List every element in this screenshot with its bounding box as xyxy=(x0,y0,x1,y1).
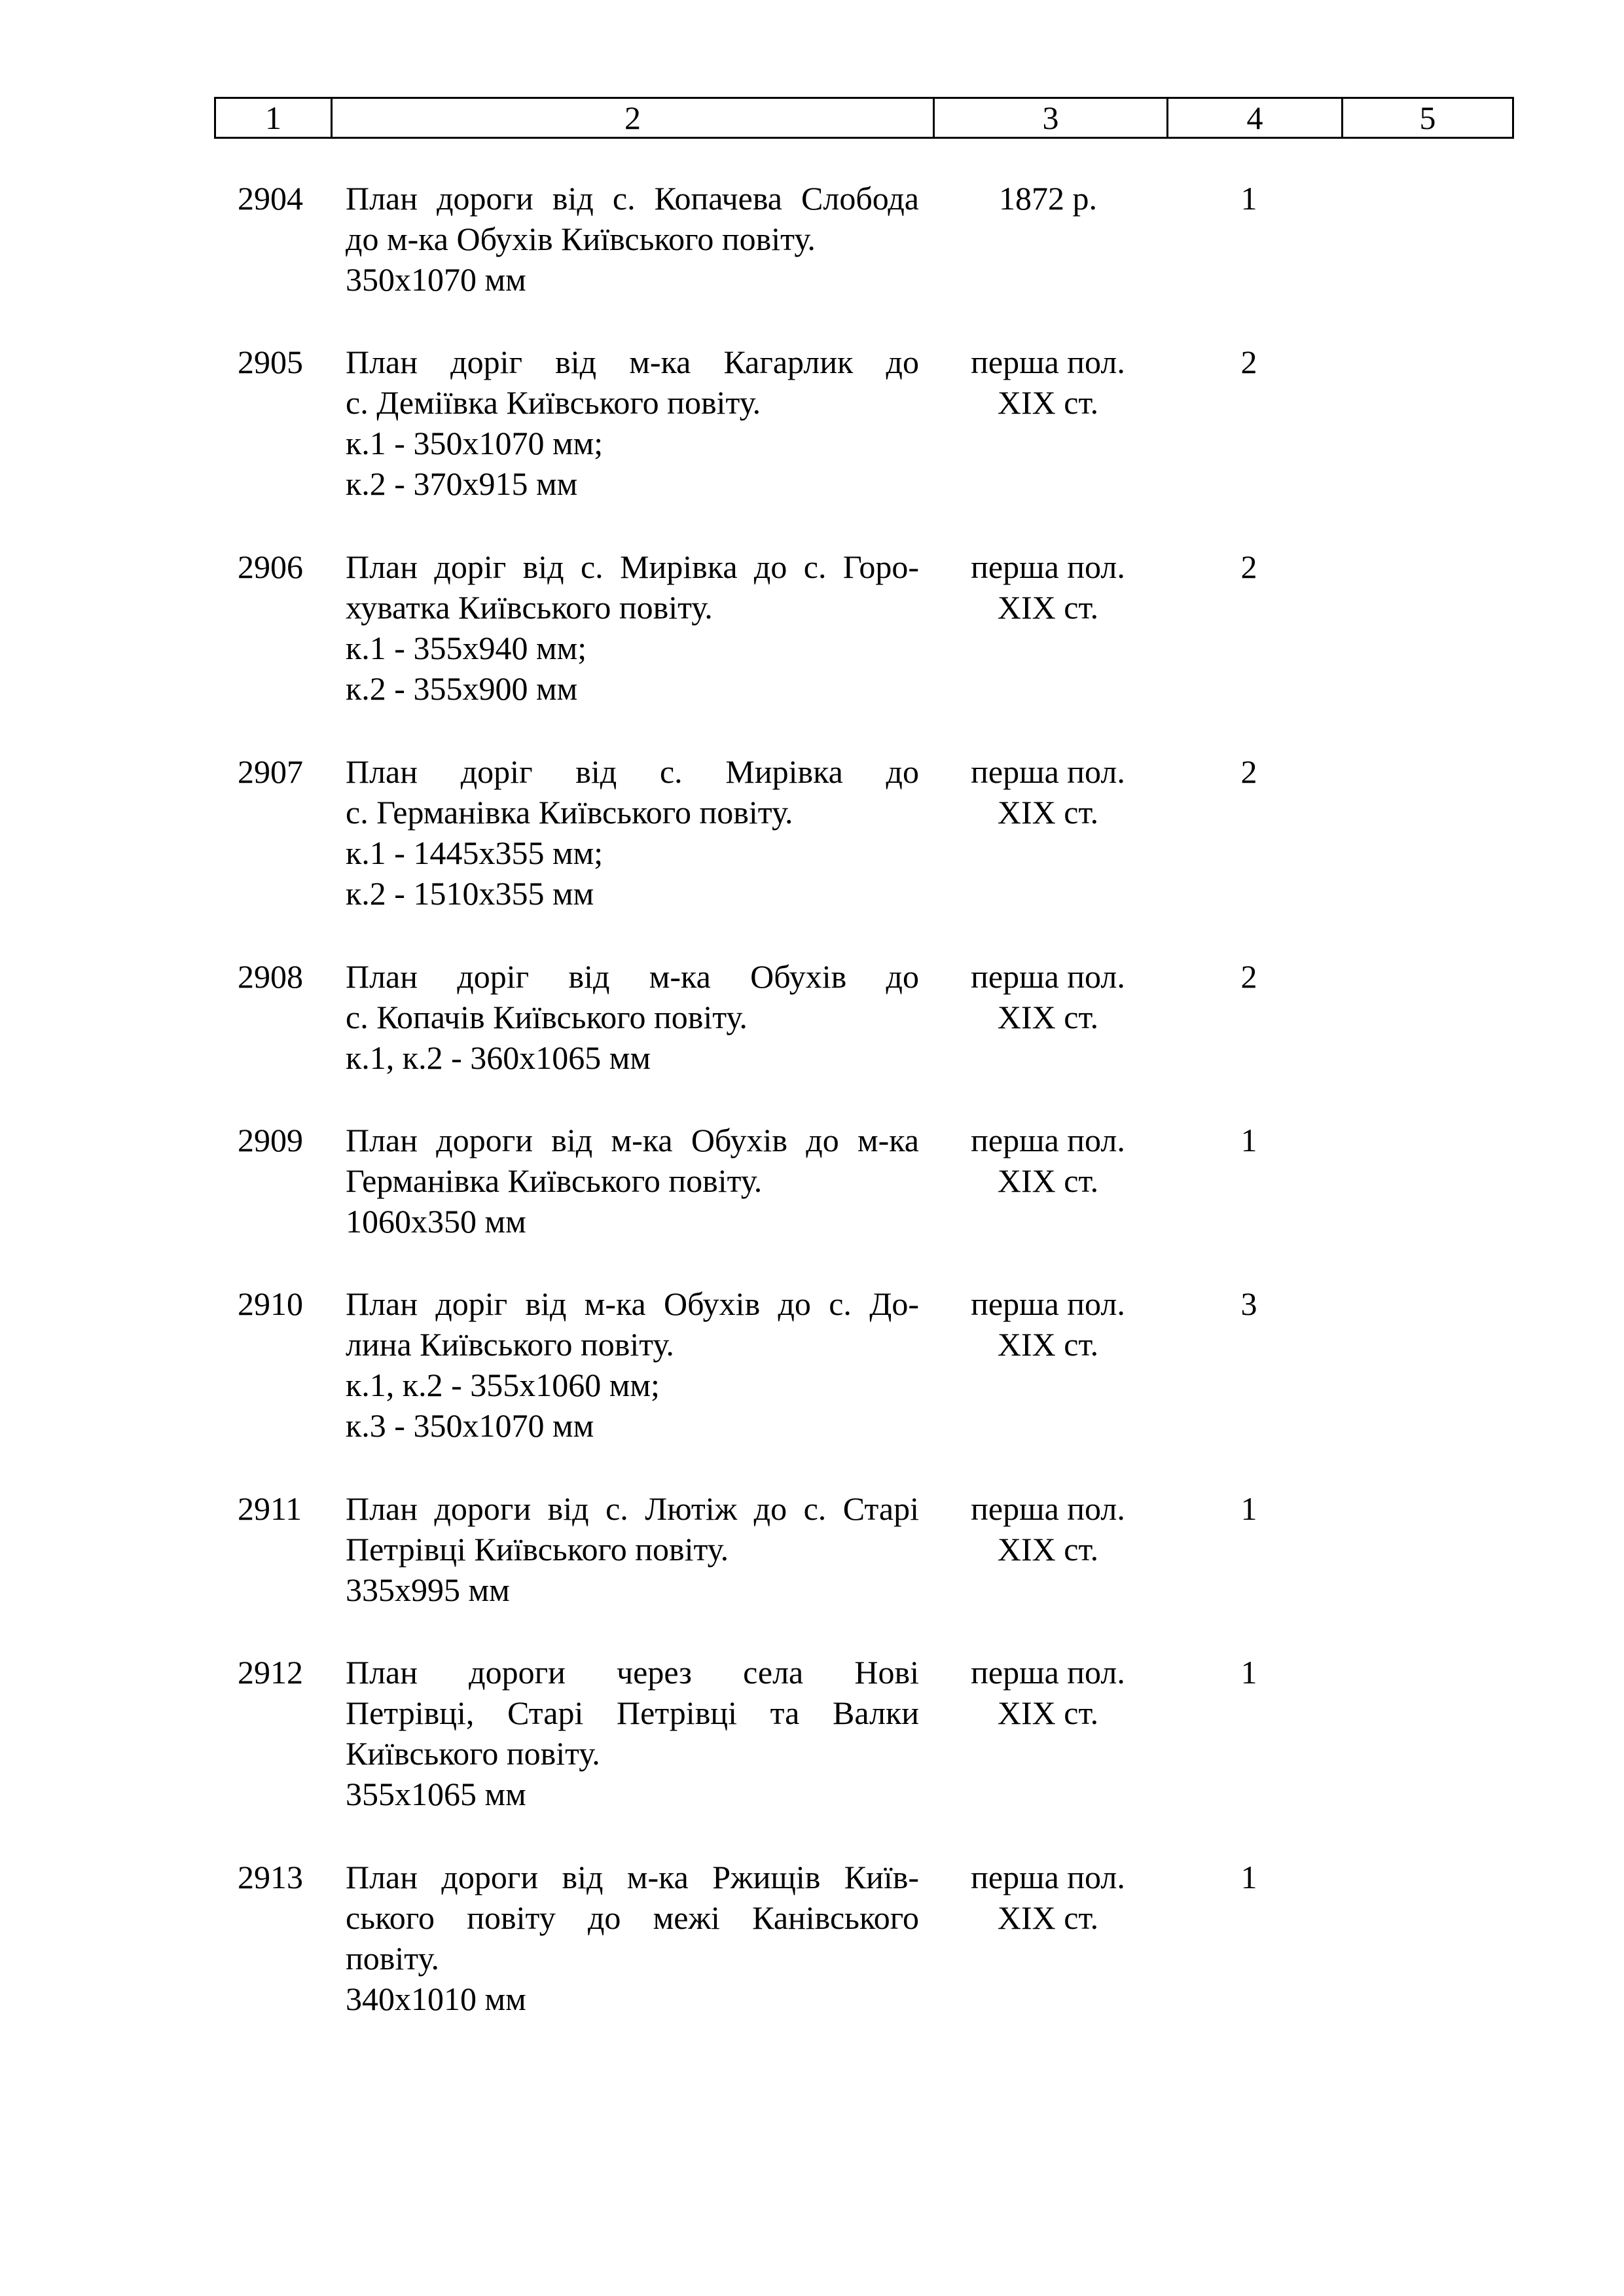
description-line: с. Деміївка Київського повіту. xyxy=(346,384,761,421)
description-line: 350х1070 мм xyxy=(346,261,526,298)
description-line: повіту. xyxy=(346,1940,439,1977)
description-line: План доріг від м-ка Обухів до xyxy=(346,958,919,995)
description-line: к.1 - 350х1070 мм; xyxy=(346,425,604,461)
entry-date xyxy=(933,1120,1163,1201)
date-line: перша пол. xyxy=(971,958,1125,995)
entry-description xyxy=(346,178,919,300)
entry-sheet-count: 3 xyxy=(1240,1285,1257,1322)
entry-date xyxy=(933,178,1163,219)
column-header-row xyxy=(214,97,1514,139)
description-line: хуватка Київського повіту. xyxy=(346,589,713,626)
date-line: ХІХ ст. xyxy=(997,1695,1099,1731)
entry-number: 2910 xyxy=(238,1285,303,1322)
date-line: перша пол. xyxy=(971,344,1125,380)
description-line: План дороги від с. Лютіж до с. Старі xyxy=(346,1490,919,1527)
entry-number: 2905 xyxy=(238,344,303,380)
description-line: План доріг від с. Мирівка до xyxy=(346,753,919,790)
entry-date xyxy=(933,751,1163,833)
date-line: перша пол. xyxy=(971,1654,1125,1691)
date-line: ХІХ ст. xyxy=(997,1531,1099,1568)
entry-number: 2909 xyxy=(238,1122,303,1158)
entry-description xyxy=(346,547,919,709)
description-line: Київського повіту. xyxy=(346,1735,600,1772)
entry-sheet-count: 1 xyxy=(1240,1654,1257,1691)
entry-date xyxy=(933,1283,1163,1365)
entry-date xyxy=(933,547,1163,628)
entry-description xyxy=(346,956,919,1078)
entry-description xyxy=(346,1488,919,1610)
entry-sheet-count: 1 xyxy=(1240,1859,1257,1895)
date-line: ХІХ ст. xyxy=(997,384,1099,421)
column-header-5: 5 xyxy=(1419,99,1436,136)
entry-number: 2911 xyxy=(238,1490,302,1527)
entry-number: 2907 xyxy=(238,753,303,790)
entry-number: 2904 xyxy=(238,180,303,217)
date-line: перша пол. xyxy=(971,1122,1125,1158)
description-line: План дороги від с. Копачева Слобода xyxy=(346,180,919,217)
date-line: ХІХ ст. xyxy=(997,1326,1099,1363)
entry-sheet-count: 2 xyxy=(1240,958,1257,995)
entry-number: 2912 xyxy=(238,1654,303,1691)
date-line: ХІХ ст. xyxy=(997,1162,1099,1199)
column-header-2: 2 xyxy=(333,99,935,137)
description-line: Петрівці Київського повіту. xyxy=(346,1531,729,1568)
description-line: План дороги від м-ка Ржищів Київ- xyxy=(346,1859,919,1895)
date-line: перша пол. xyxy=(971,1859,1125,1895)
description-line: 1060х350 мм xyxy=(346,1203,526,1240)
date-line: ХІХ ст. xyxy=(997,794,1099,831)
description-line: План доріг від с. Мирівка до с. Горо- xyxy=(346,548,919,585)
column-header-3: 3 xyxy=(935,99,1168,137)
description-line: к.1 - 355х940 мм; xyxy=(346,630,587,666)
description-line: План доріг від м-ка Кагарлик до xyxy=(346,344,919,380)
entry-date xyxy=(933,1652,1163,1733)
entry-sheet-count: 1 xyxy=(1240,180,1257,217)
description-line: План доріг від м-ка Обухів до с. До- xyxy=(346,1285,919,1322)
entry-number: 2913 xyxy=(238,1859,303,1895)
date-line: перша пол. xyxy=(971,1285,1125,1322)
description-line: к.1, к.2 - 355х1060 мм; xyxy=(346,1367,660,1403)
date-line: ХІХ ст. xyxy=(997,589,1099,626)
description-line: к.1, к.2 - 360х1065 мм xyxy=(346,1039,651,1076)
description-line: к.2 - 355х900 мм xyxy=(346,670,578,707)
description-line: с. Германівка Київського повіту. xyxy=(346,794,793,831)
description-line: лина Київського повіту. xyxy=(346,1326,674,1363)
entry-number: 2908 xyxy=(238,958,303,995)
description-line: с. Копачів Київського повіту. xyxy=(346,999,748,1035)
entry-sheet-count: 1 xyxy=(1240,1122,1257,1158)
date-line: ХІХ ст. xyxy=(997,999,1099,1035)
date-line: 1872 р. xyxy=(999,180,1097,217)
description-line: 335х995 мм xyxy=(346,1571,510,1608)
description-line: к.3 - 350х1070 мм xyxy=(346,1407,594,1444)
entry-sheet-count: 2 xyxy=(1240,753,1257,790)
description-line: 355х1065 мм xyxy=(346,1776,526,1812)
description-line: Петрівці, Старі Петрівці та Валки xyxy=(346,1695,919,1731)
entry-description xyxy=(346,342,919,504)
description-line: к.2 - 370х915 мм xyxy=(346,465,578,502)
entry-description xyxy=(346,1652,919,1814)
description-line: План дороги від м-ка Обухів до м-ка xyxy=(346,1122,919,1158)
entry-description xyxy=(346,1283,919,1446)
description-line: ського повіту до межі Канівського xyxy=(346,1899,919,1936)
entry-description xyxy=(346,1857,919,2019)
description-line: до м-ка Обухів Київського повіту. xyxy=(346,221,816,257)
column-header-1: 1 xyxy=(216,99,333,137)
entry-sheet-count: 1 xyxy=(1240,1490,1257,1527)
date-line: перша пол. xyxy=(971,548,1125,585)
entry-date xyxy=(933,1488,1163,1570)
entry-description xyxy=(346,1120,919,1242)
column-header-4: 4 xyxy=(1168,99,1343,137)
entry-date xyxy=(933,1857,1163,1938)
entry-date xyxy=(933,342,1163,423)
description-line: к.1 - 1445х355 мм; xyxy=(346,834,604,871)
description-line: План дороги через села Нові xyxy=(346,1654,919,1691)
entry-number: 2906 xyxy=(238,548,303,585)
date-line: перша пол. xyxy=(971,753,1125,790)
description-line: к.2 - 1510х355 мм xyxy=(346,875,594,912)
date-line: ХІХ ст. xyxy=(997,1899,1099,1936)
entry-description xyxy=(346,751,919,914)
description-line: Германівка Київського повіту. xyxy=(346,1162,763,1199)
entry-sheet-count: 2 xyxy=(1240,344,1257,380)
date-line: перша пол. xyxy=(971,1490,1125,1527)
entry-date xyxy=(933,956,1163,1037)
entry-sheet-count: 2 xyxy=(1240,548,1257,585)
description-line: 340х1010 мм xyxy=(346,1981,526,2017)
